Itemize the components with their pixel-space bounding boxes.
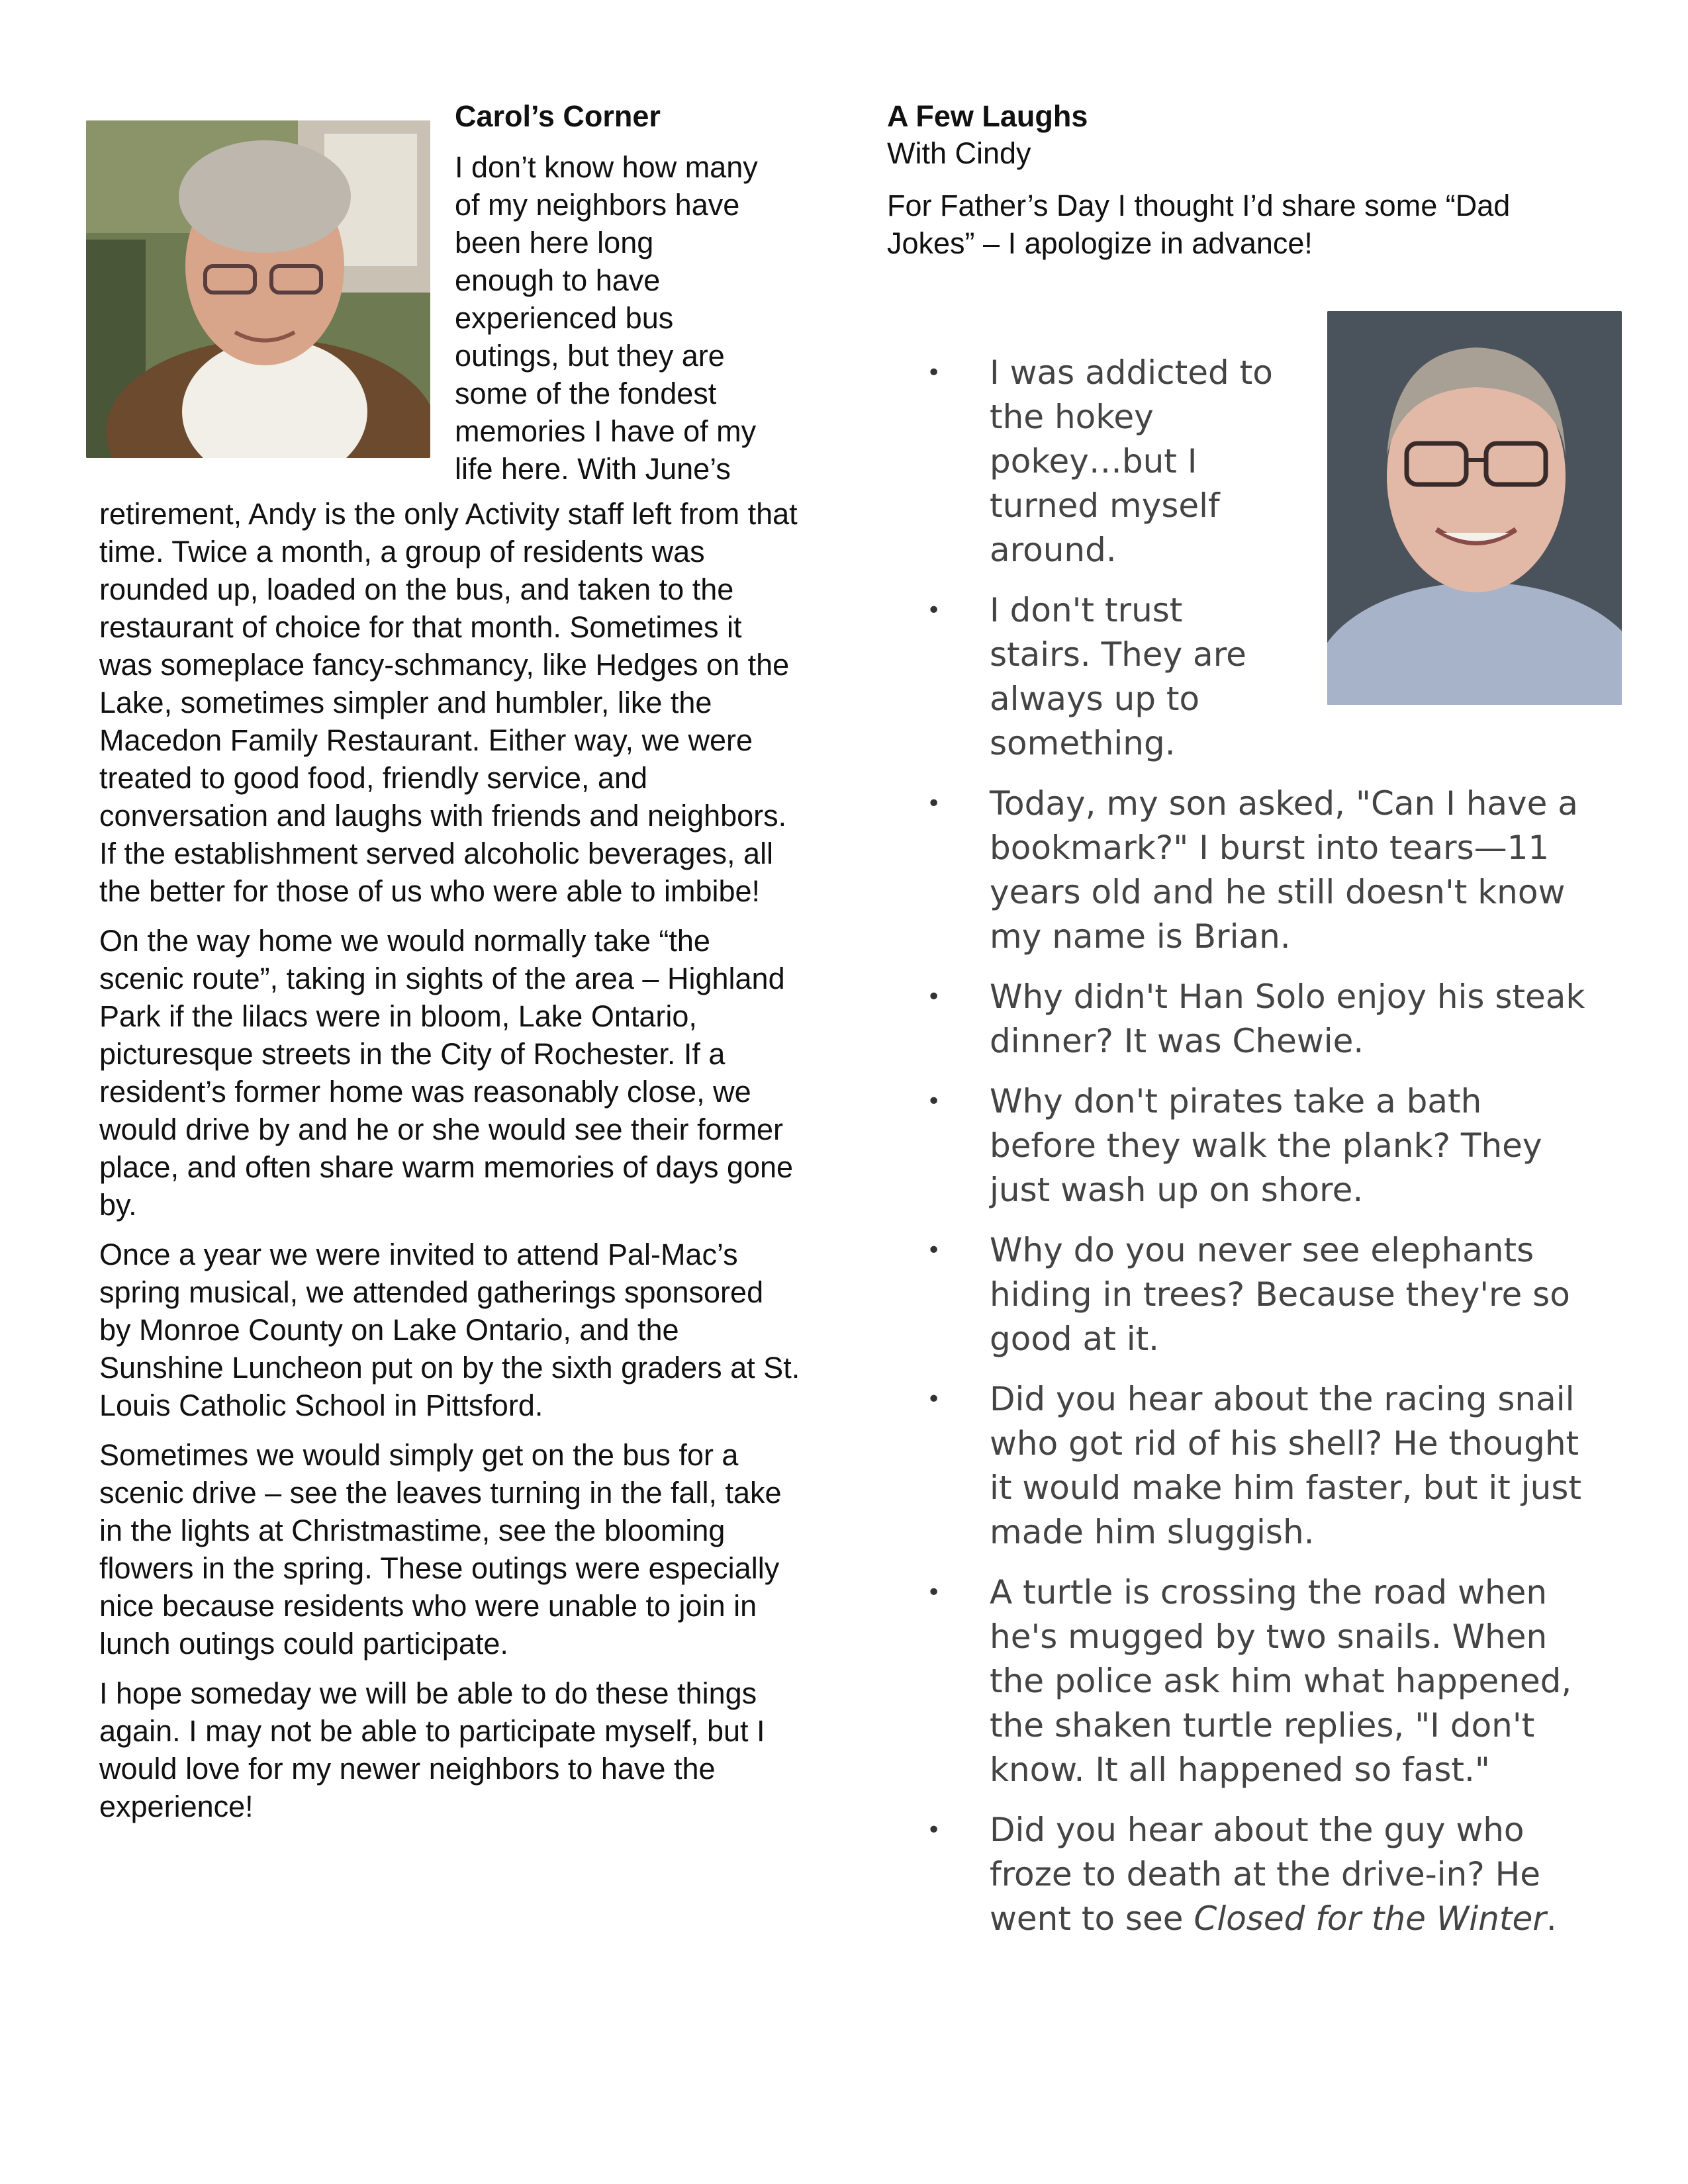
bullet-icon: • <box>927 790 941 817</box>
paragraph: I hope someday we will be able to do these things again. I may not be able to participate myself, but I would love for my newer neighbors to have the experience! <box>99 1676 765 1823</box>
few-laughs-intro: For Father’s Day I thought I’d share some “Dad Jokes” – I apologize in advance! <box>887 189 1511 260</box>
bullet-icon: • <box>927 597 941 624</box>
joke-text: Why don't pirates take a bath before they walk the plank? They just wash up on shore. <box>990 1082 1542 1209</box>
carols-corner-header <box>455 98 799 488</box>
joke-text: Did you hear about the racing snail who got rid of his shell? He thought it would make him faster, but it just made him sluggish. <box>990 1380 1581 1551</box>
intro-line: life here. With June’s <box>455 452 731 486</box>
list-item <box>887 1808 1589 1941</box>
intro-line: experienced bus <box>455 301 674 335</box>
paragraph: Sometimes we would simply get on the bus for a scenic drive – see the leaves turning in the fall, take in the lights at Christmastime, see the blooming flowers in the spring. These outings were especially nice because residents who were unable to join in lunch outings could participate. <box>99 1438 782 1661</box>
few-laughs-subtitle: With Cindy <box>887 136 1031 170</box>
few-laughs-header <box>887 98 1602 262</box>
joke-text-prefix: Did you hear about the guy who froze to death at the drive-in? He went to see <box>990 1811 1541 1938</box>
bullet-icon: • <box>927 1579 941 1606</box>
list-item <box>887 1377 1589 1555</box>
carol-photo <box>86 120 430 458</box>
joke-text: A turtle is crossing the road when he's mugged by two snails. When the police ask him what happened, the shaken turtle replies, "I don't know. It all happened so fast." <box>990 1573 1572 1789</box>
joke-text-suffix: . <box>1546 1899 1557 1938</box>
list-item <box>887 1570 1589 1792</box>
list-item <box>887 351 1589 572</box>
bullet-icon: • <box>927 983 941 1011</box>
intro-line: memories I have of my <box>455 414 757 448</box>
movie-title: Closed for the Winter <box>1194 1899 1546 1938</box>
carols-corner-body <box>99 495 801 1837</box>
list-item <box>887 975 1589 1064</box>
joke-text: Why didn't Han Solo enjoy his steak dinner? It was Chewie. <box>990 978 1585 1060</box>
paragraph: On the way home we would normally take “the scenic route”, taking in sights of the area – Highland Park if the lilacs were in bloom, Lake Ontario, picturesque streets in the City of Rochester. If a resident’s former home was reasonably close, we would drive by and he or she would see their former place, and often share warm memories of days gone by. <box>99 924 794 1222</box>
intro-line: of my neighbors have <box>455 188 740 222</box>
bullet-icon: • <box>927 1237 941 1264</box>
list-item <box>887 588 1589 766</box>
bullet-icon: • <box>927 1088 941 1115</box>
joke-text: I was addicted to the hokey pokey…but I turned myself around. <box>990 353 1273 569</box>
paragraph: retirement, Andy is the only Activity staff left from that time. Twice a month, a group of residents was rounded up, loaded on the bus, and taken to the restaurant of choice for that month. Sometimes it was someplace fancy-schmancy, like Hedges on the Lake, sometimes simpler and humbler, like the Macedon Family Restaurant. Either way, we were treated to good food, friendly service, and conversation and laughs with friends and neighbors. If the establishment served alcoholic beverages, all the better for those of us who were able to imbibe! <box>99 497 798 908</box>
bullet-icon: • <box>927 359 941 387</box>
joke-text: Today, my son asked, "Can I have a bookmark?" I burst into tears—11 years old and he still doesn't know my name is Brian. <box>990 784 1578 956</box>
jokes-list <box>887 351 1589 1957</box>
intro-line: enough to have <box>455 263 661 297</box>
list-item <box>887 1228 1589 1361</box>
carols-corner-title: Carol’s Corner <box>455 99 661 133</box>
carols-corner-intro <box>455 148 799 488</box>
few-laughs-title: A Few Laughs <box>887 99 1088 133</box>
list-item <box>887 782 1589 959</box>
joke-text: Why do you never see elephants hiding in trees? Because they're so good at it. <box>990 1231 1570 1358</box>
paragraph: Once a year we were invited to attend Pal-Mac’s spring musical, we attended gatherings sponsored by Monroe County on Lake Ontario, and the Sunshine Luncheon put on by the sixth graders at St. Louis Catholic School in Pittsford. <box>99 1238 800 1422</box>
joke-text: I don't trust stairs. They are always up to something. <box>990 591 1246 762</box>
intro-line: I don’t know how many <box>455 150 758 184</box>
intro-line: outings, but they are <box>455 339 725 373</box>
bullet-icon: • <box>927 1817 941 1844</box>
list-item <box>887 1079 1589 1212</box>
bullet-icon: • <box>927 1386 941 1413</box>
intro-line: some of the fondest <box>455 377 717 410</box>
intro-line: been here long <box>455 226 654 259</box>
joke-text <box>990 1808 1589 1941</box>
